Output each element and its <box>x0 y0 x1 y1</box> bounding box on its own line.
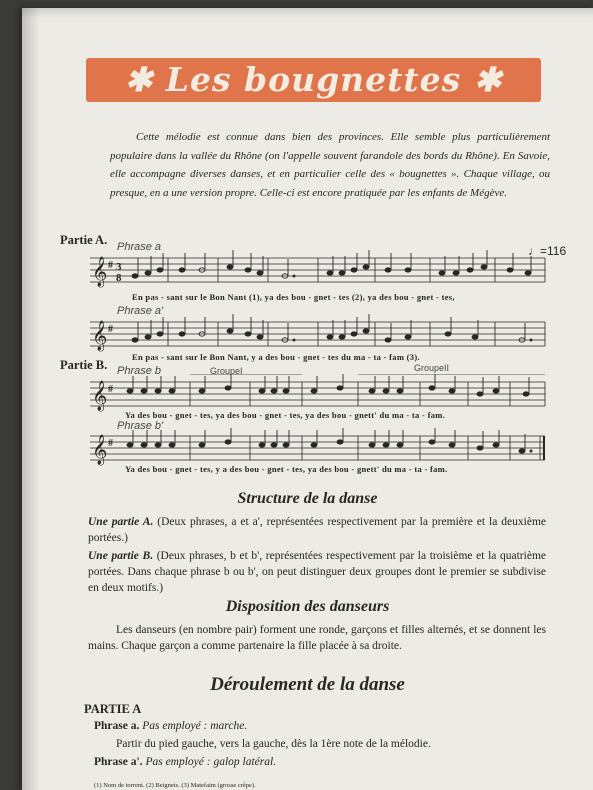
phrase-a-step-label: Phrase a. <box>94 720 140 732</box>
svg-text:8: 8 <box>116 272 122 284</box>
intro-text: Cette mélodie est connue dans bien des provinces. Elle semble plus particulièrement populaire dans la vallée du Rhône (on l'appelle souvent farandole des bords du Rhône). En Savoie, elle accompagne diverses danses, et en particulier celle des « bougnettes ». Chaque village, ou presque, en a une version propre. Celle-ci est encore pratiquée par les enfants de Mégève. <box>110 131 550 199</box>
staff-2 <box>90 314 550 356</box>
lyrics-line-1: En pas - sant sur le Bon Nant (1), ya des bou - gnet - tes (2), ya des bou - gnet - tes, <box>132 292 455 302</box>
book-page <box>22 8 593 790</box>
phrase-b-prime-label: Phrase b' <box>117 420 164 432</box>
svg-text:#: # <box>108 384 113 395</box>
phrase-a-prime-step: Pas employé : galop latéral. <box>145 756 277 768</box>
phrase-a-step: Pas employé : marche. <box>142 720 248 732</box>
svg-text:#: # <box>108 438 113 449</box>
phrase-b-label: Phrase b <box>117 365 162 377</box>
phrase-a-label: Phrase a <box>117 241 162 253</box>
svg-text:#: # <box>108 260 113 271</box>
svg-text:𝄞: 𝄞 <box>92 257 108 286</box>
intro-paragraph <box>110 128 550 202</box>
phrase-a-line <box>94 720 247 732</box>
partie-a-heading: PARTIE A <box>84 702 142 716</box>
svg-text:3: 3 <box>116 261 122 273</box>
part-a-text: (Deux phrases, a et a', représentées respectivement par la première et la deuxième portées.) <box>88 516 546 544</box>
structure-part-b <box>88 548 546 596</box>
disposition-text: Les danseurs (en nombre pair) forment une ronde, garçons et filles alternés, et se donnent les mains. Chaque garçon a comme partenaire la fille placée à sa droite. <box>88 624 546 652</box>
part-b-label: Une partie B. <box>88 550 154 562</box>
svg-text:#: # <box>108 324 113 335</box>
staff-1-notation <box>90 250 550 292</box>
phrase-a-prime-line <box>94 756 276 768</box>
phrase-a-prime-step-label: Phrase a'. <box>94 756 143 768</box>
page-title: ✱ Les bougnettes ✱ <box>124 60 503 99</box>
svg-text:𝄞: 𝄞 <box>92 435 108 464</box>
lyrics-line-4: Ya des bou - gnet - tes, y a des bou - gnet - tes, ya des bou - gnett' du ma - ta - fam. <box>125 464 448 474</box>
structure-heading: Structure de la danse <box>237 490 378 507</box>
tempo-mark: ♩=116 <box>528 244 567 258</box>
groupe-1-label: GroupeI <box>210 366 243 376</box>
page-gutter-shadow <box>22 8 40 790</box>
lyrics-line-3: Ya des bou - gnet - tes, ya des bou - gnet - tes, ya des bou - gnett' du ma - ta - fam. <box>125 410 446 420</box>
part-a-label: Une partie A. <box>88 516 154 528</box>
partie-b-label: Partie B. <box>60 358 108 372</box>
structure-part-a <box>88 514 546 546</box>
footnote: (1) Nom de torrent. (2) Beignets. (3) Matefaim (grosse crêpe). <box>94 782 256 789</box>
phrase-a-description: Partir du pied gauche, vers la gauche, dès la 1ère note de la mélodie. <box>116 738 431 750</box>
groupe-2-label: GroupeII <box>414 363 450 373</box>
page-top-shadow <box>22 8 593 18</box>
staff-2-notation <box>90 314 550 356</box>
lyrics-line-2: En pas - sant sur le Bon Nant, y a des bou - gnet - tes du ma - ta - fam (3). <box>132 352 420 362</box>
svg-text:𝄞: 𝄞 <box>92 381 108 410</box>
partie-a-label: Partie A. <box>60 233 108 247</box>
phrase-a-prime-label: Phrase a' <box>117 305 164 317</box>
staff-1 <box>90 250 550 292</box>
title-banner <box>86 58 541 102</box>
deroulement-heading: Déroulement de la danse <box>210 674 405 695</box>
svg-text:𝄞: 𝄞 <box>92 321 108 350</box>
disposition-heading: Disposition des danseurs <box>225 598 390 615</box>
part-b-text: (Deux phrases, b et b', représentées respectivement par la troisième et la quatrième portées. Dans chaque phrase b ou b', on peut distinguer deux groupes dont le premier se subdivise en deux motifs.) <box>88 550 546 594</box>
